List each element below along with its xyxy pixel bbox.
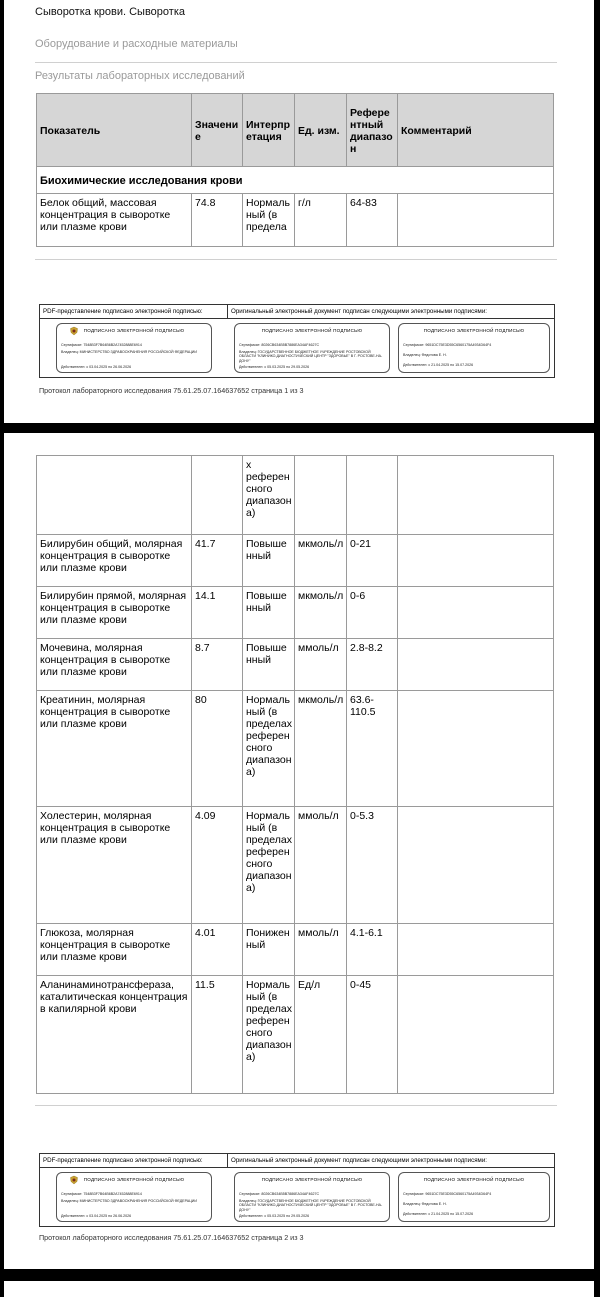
stamp-validity: Действителен: с 21.04.2025 по 15.07.2026 (403, 363, 474, 367)
cell-unit: мкмоль/л (295, 691, 347, 807)
table-row (37, 587, 554, 639)
signature-separator (227, 1154, 228, 1167)
stamp-validity: Действителен: с 03.04.2025 по 26.06.2026 (61, 365, 132, 369)
cell-comment (398, 691, 554, 807)
cell-indicator: Мочевина, молярная концентрация в сыворотке или плазме крови (37, 639, 192, 691)
cell-range (347, 456, 398, 535)
cell-range: 2.8-8.2 (347, 639, 398, 691)
table-row (37, 691, 554, 807)
divider (35, 62, 557, 63)
stamp-title: ПОДПИСАНО ЭЛЕКТРОННОЙ ПОДПИСЬЮ (261, 328, 363, 333)
section-equipment[interactable]: Оборудование и расходные материалы (35, 38, 238, 50)
table-row (37, 976, 554, 1094)
protocol-footer: Протокол лабораторного исследования 75.61.25.07.164637652 страница 2 из 3 (39, 1233, 304, 1242)
cell-interpretation: Пониженный (243, 924, 295, 976)
stamp-owner: Владелец: МИНИСТЕРСТВО ЗДРАВООХРАНЕНИЯ РОССИЙСКОЙ ФЕДЕРАЦИИ (61, 350, 197, 354)
protocol-footer: Протокол лабораторного исследования 75.61.25.07.164637652 страница 1 из 3 (39, 386, 304, 395)
cell-indicator (37, 456, 192, 535)
cell-comment (398, 639, 554, 691)
cell-value: 8.7 (192, 639, 243, 691)
cell-unit: ммоль/л (295, 807, 347, 924)
cell-comment (398, 976, 554, 1094)
signature-pdf-label: PDF-представление подписано электронной подписью: (43, 308, 203, 315)
report-page-2 (4, 433, 594, 1269)
table-row (37, 807, 554, 924)
stamp-owner: Владелец: ГОСУДАРСТВЕННОЕ БЮДЖЕТНОЕ УЧРЕЖДЕНИЕ РОСТОВСКОЙ ОБЛАСТИ "КЛИНИКО-ДИАГНОСТИЧЕСКИЙ ЦЕНТР "ЗДОРОВЬЕ" В Г. РОСТОВЕ-НА-ДОНУ" (239, 350, 383, 363)
header-indicator: Показатель (37, 94, 192, 167)
signature-stamp (398, 1172, 550, 1222)
signature-separator (40, 318, 554, 319)
cell-unit: мкмоль/л (295, 535, 347, 587)
cell-interpretation: Нормальный (в пределах референсного диапазона) (243, 976, 295, 1094)
cell-indicator: Аланинаминотрансфераза, каталитическая концентрация в капилярной крови (37, 976, 192, 1094)
signature-pdf-label: PDF-представление подписано электронной подписью: (43, 1157, 203, 1164)
cell-value: 11.5 (192, 976, 243, 1094)
table-row (37, 194, 554, 247)
table-row (37, 535, 554, 587)
cell-range: 0-6 (347, 587, 398, 639)
cell-unit (295, 456, 347, 535)
report-page-1 (4, 0, 594, 423)
header-reference-range: Референтный диапазон (347, 94, 398, 167)
table-group-row (37, 167, 554, 194)
cell-range: 4.1-6.1 (347, 924, 398, 976)
header-value: Значение (192, 94, 243, 167)
cell-comment (398, 587, 554, 639)
cell-range: 63.6-110.5 (347, 691, 398, 807)
signature-stamp (398, 323, 550, 373)
header-comment: Комментарий (398, 94, 554, 167)
cell-unit: Ед/л (295, 976, 347, 1094)
cell-range: 0-45 (347, 976, 398, 1094)
report-page-3 (4, 1281, 594, 1297)
stamp-validity: Действителен: с 05.03.2025 по 29.05.2026 (239, 1214, 310, 1218)
cell-unit: ммоль/л (295, 639, 347, 691)
signature-block (39, 1153, 555, 1227)
cell-interpretation: Нормальный (в пределах референсного диапазона) (243, 807, 295, 924)
cell-interpretation: х референсного диапазона) (243, 456, 295, 535)
cell-indicator: Билирубин общий, молярная концентрация в сыворотке или плазме крови (37, 535, 192, 587)
table-row (37, 456, 554, 535)
group-title: Биохимические исследования крови (37, 167, 554, 194)
stamp-certificate: Сертификат: 7548B3F7B64B6B2A7452888E6914 (61, 1192, 142, 1196)
signature-stamp (234, 323, 390, 373)
stamp-title: ПОДПИСАНО ЭЛЕКТРОННОЙ ПОДПИСЬЮ (261, 1177, 363, 1182)
cell-interpretation: Повышенный (243, 639, 295, 691)
signature-block (39, 304, 555, 378)
signature-separator (227, 305, 228, 318)
cell-unit: г/л (295, 194, 347, 247)
table-row (37, 639, 554, 691)
stamp-validity: Действителен: с 21.04.2025 по 15.07.2026 (403, 1212, 474, 1216)
stamp-certificate: Сертификат: 7548B3F7B64B6B2A7452888E6914 (61, 343, 142, 347)
cell-comment (398, 535, 554, 587)
cell-value: 4.09 (192, 807, 243, 924)
results-table (36, 93, 554, 247)
cell-indicator: Креатинин, молярная концентрация в сыворотке или плазме крови (37, 691, 192, 807)
cell-comment (398, 194, 554, 247)
cell-range: 64-83 (347, 194, 398, 247)
cell-comment (398, 807, 554, 924)
cell-interpretation-text: Нормальный (в предела (246, 197, 290, 233)
cell-indicator: Глюкоза, молярная концентрация в сыворотке или плазме крови (37, 924, 192, 976)
cell-value: 4.01 (192, 924, 243, 976)
document-title: Сыворотка крови. Сыворотка (35, 6, 185, 18)
cell-indicator: Белок общий, массовая концентрация в сыворотке или плазме крови (37, 194, 192, 247)
stamp-owner: Владелец: ГОСУДАРСТВЕННОЕ БЮДЖЕТНОЕ УЧРЕЖДЕНИЕ РОСТОВСКОЙ ОБЛАСТИ "КЛИНИКО-ДИАГНОСТИЧЕСКИЙ ЦЕНТР "ЗДОРОВЬЕ" В Г. РОСТОВЕ-НА-ДОНУ" (239, 1199, 383, 1212)
stamp-validity: Действителен: с 03.04.2025 по 26.06.2026 (61, 1214, 132, 1218)
table-row (37, 924, 554, 976)
signature-stamp (56, 1172, 212, 1222)
stamp-certificate: Сертификат: 8026CB634B5B7886EA34AF4627C (239, 1192, 320, 1196)
stamp-owner: Владелец: Федотова Е. Н. (403, 353, 447, 357)
divider (35, 259, 557, 260)
cell-interpretation: Повышенный (243, 535, 295, 587)
stamp-owner: Владелец: Федотова Е. Н. (403, 1202, 447, 1206)
signature-stamp (234, 1172, 390, 1222)
stamp-validity: Действителен: с 05.03.2025 по 29.05.2026 (239, 365, 310, 369)
cell-range: 0-21 (347, 535, 398, 587)
stamp-certificate: Сертификат: 9651DC75E3D55C6560175A4934D64F4 (403, 1192, 492, 1196)
cell-indicator: Холестерин, молярная концентрация в сыворотке или плазме крови (37, 807, 192, 924)
header-interpretation: Интерпретация (243, 94, 295, 167)
results-table-continued (36, 455, 554, 1094)
section-results[interactable]: Результаты лабораторных исследований (35, 70, 245, 82)
signature-stamp (56, 323, 212, 373)
cell-interpretation: Нормальный (в пределах референсного диапазона) (243, 691, 295, 807)
signature-separator (40, 1167, 554, 1168)
stamp-title: ПОДПИСАНО ЭЛЕКТРОННОЙ ПОДПИСЬЮ (83, 328, 185, 333)
stamp-title: ПОДПИСАНО ЭЛЕКТРОННОЙ ПОДПИСЬЮ (83, 1177, 185, 1182)
cell-value: 41.7 (192, 535, 243, 587)
stamp-title: ПОДПИСАНО ЭЛЕКТРОННОЙ ПОДПИСЬЮ (423, 1177, 525, 1182)
signature-original-label: Оригинальный электронный документ подписан следующими электронными подписями: (231, 1157, 487, 1164)
cell-comment (398, 456, 554, 535)
cell-range: 0-5.3 (347, 807, 398, 924)
cell-comment (398, 924, 554, 976)
header-unit: Ед. изм. (295, 94, 347, 167)
stamp-owner: Владелец: МИНИСТЕРСТВО ЗДРАВООХРАНЕНИЯ РОССИЙСКОЙ ФЕДЕРАЦИИ (61, 1199, 197, 1203)
cell-value: 80 (192, 691, 243, 807)
divider (35, 1105, 557, 1106)
stamp-certificate: Сертификат: 9651DC75E3D55C6560175A4934D64F4 (403, 343, 492, 347)
cell-value (192, 456, 243, 535)
cell-interpretation (243, 194, 295, 247)
cell-interpretation: Повышенный (243, 587, 295, 639)
cell-unit: ммоль/л (295, 924, 347, 976)
cell-unit: мкмоль/л (295, 587, 347, 639)
cell-value: 14.1 (192, 587, 243, 639)
stamp-certificate: Сертификат: 8026CB634B5B7886EA34AF4627C (239, 343, 320, 347)
cell-indicator: Билирубин прямой, молярная концентрация в сыворотке или плазме крови (37, 587, 192, 639)
signature-original-label: Оригинальный электронный документ подписан следующими электронными подписями: (231, 308, 487, 315)
stamp-title: ПОДПИСАНО ЭЛЕКТРОННОЙ ПОДПИСЬЮ (423, 328, 525, 333)
cell-value: 74.8 (192, 194, 243, 247)
table-header-row (37, 94, 554, 167)
